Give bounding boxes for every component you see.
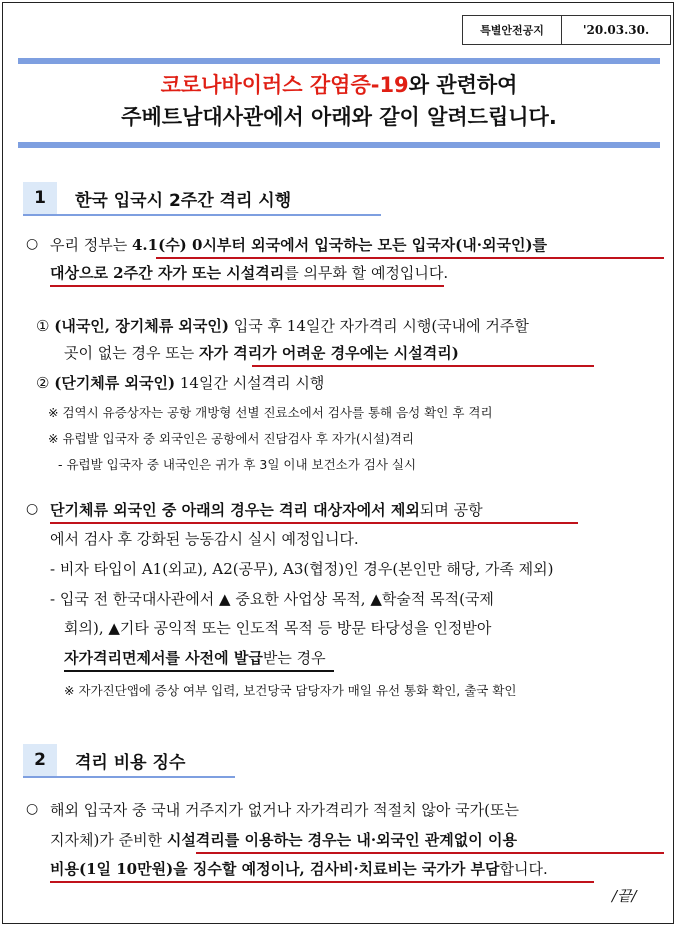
section-1-heading xyxy=(23,182,313,214)
pre-entry-line-2: 회의), ▲기타 공익적 또는 인도적 목적 등 방문 타당성을 인정받아 xyxy=(64,619,492,637)
announcement-header-box xyxy=(462,15,671,45)
item-1-emphasis: (내국인, 장기체류 외국인) xyxy=(54,317,229,335)
para-2-emphasis: 단기체류 외국인 중 아래의 경우는 격리 대상자에서 제외 xyxy=(50,501,420,519)
cost-line-3-rest: 합니다. xyxy=(499,860,548,878)
app-note: ※ 자가진단앱에 증상 여부 입력, 보건당국 담당자가 매일 유선 통화 확인, 출국 확인 xyxy=(64,683,517,698)
item-1-line-1 xyxy=(36,314,529,338)
note-2: ※ 유럽발 입국자 중 외국인은 공항에서 진담검사 후 자가(시설)격리 xyxy=(48,431,414,446)
title-line-1-rest: 와 관련하여 xyxy=(408,73,518,97)
para-1-emphasis: 4.1(수) 0시부터 외국에서 입국하는 모든 입국자(내·외국인)를 xyxy=(132,236,548,254)
red-underline-4 xyxy=(50,522,578,524)
title-red-text: 코로나바이러스 감염증-19 xyxy=(160,73,409,97)
cost-line-2-emphasis: 시설격리를 이용하는 경우는 내·외국인 관계없이 이용 xyxy=(166,831,517,849)
bullet-1: ○ xyxy=(26,236,39,252)
exemption-rest: 받는 경우 xyxy=(262,649,326,667)
exemption-emphasis: 자가격리면제서를 사전에 발급 xyxy=(64,649,263,667)
para-1-line-2 xyxy=(50,261,448,285)
para-2-rest: 되며 공항 xyxy=(419,501,483,519)
section-1-title: 한국 입국시 2주간 격리 시행 xyxy=(75,190,292,211)
item-1-rest: 입국 후 14일간 자가격리 시행(국내에 거주할 xyxy=(229,317,529,335)
announcement-label: 특별안전공지 xyxy=(463,16,562,44)
bullet-3: ○ xyxy=(26,801,39,817)
title-line-1 xyxy=(18,70,660,100)
red-underline-2 xyxy=(50,285,444,287)
item-2-emphasis: (단기체류 외국인) xyxy=(54,374,176,392)
section-1-number: 1 xyxy=(23,182,57,214)
section-2-heading xyxy=(23,744,207,776)
item-2-mark: ② xyxy=(36,374,50,392)
cost-line-2-lead: 지자체)가 준비한 xyxy=(50,831,167,849)
visa-type-line: - 비자 타입이 A1(외교), A2(공무), A3(협정)인 경우(본인만 해당, 가족 제외) xyxy=(50,560,554,578)
red-underline-3 xyxy=(252,365,594,367)
title-line-2: 주베트남대사관에서 아래와 같이 알려드립니다. xyxy=(121,105,557,129)
title-top-rule xyxy=(18,58,660,64)
title-bottom-rule xyxy=(18,142,660,148)
cost-line-1: 해외 입국자 중 국내 거주지가 없거나 자가격리가 적절치 않아 국가(또는 xyxy=(50,801,519,819)
cost-line-3-emphasis: 비용(1일 10만원)을 징수할 예정이나, 검사비·치료비는 국가가 부담 xyxy=(50,860,500,878)
item-1-line-2-emphasis: 자가 격리가 어려운 경우에는 시설격리) xyxy=(199,344,459,362)
cost-line-2 xyxy=(50,828,517,852)
cost-line-3 xyxy=(50,857,548,881)
section-2-title: 격리 비용 징수 xyxy=(75,752,186,773)
item-1-line-2 xyxy=(64,341,459,365)
pre-entry-line-3 xyxy=(64,646,326,670)
note-1: ※ 검역시 유증상자는 공항 개방형 선별 진료소에서 검사를 통해 음성 확인 후 격리 xyxy=(48,405,493,420)
pre-entry-line-1: - 입국 전 한국대사관에서 ▲ 중요한 사업상 목적, ▲학술적 목적(국제 xyxy=(50,590,494,608)
para-1-rest: 를 의무화 할 예정입니다. xyxy=(284,264,449,282)
section-1-underline xyxy=(23,214,381,216)
red-underline-6 xyxy=(50,881,594,883)
end-mark: /끝/ xyxy=(612,887,637,905)
para-1-emphasis-2: 대상으로 2주간 자가 또는 시설격리 xyxy=(50,264,285,282)
item-1-mark: ① xyxy=(36,317,50,335)
para-2-line-2: 에서 검사 후 강화된 능동감시 실시 예정입니다. xyxy=(50,530,359,548)
para-1-lead: 우리 정부는 xyxy=(50,236,132,254)
section-2-number: 2 xyxy=(23,744,57,776)
black-underline xyxy=(64,670,334,672)
note-3: - 유럽발 입국자 중 내국인은 귀가 후 3일 이내 보건소가 검사 실시 xyxy=(58,457,417,472)
item-2-rest: 14일간 시설격리 시행 xyxy=(175,374,325,392)
red-underline-5 xyxy=(196,852,664,854)
item-1-line-2-lead: 곳이 없는 경우 또는 xyxy=(64,344,199,362)
para-2-line-1 xyxy=(50,498,483,522)
item-2-line xyxy=(36,371,324,395)
bullet-2: ○ xyxy=(26,501,39,517)
para-1-line-1 xyxy=(50,233,547,257)
announcement-date: '20.03.30. xyxy=(582,23,650,37)
section-2-underline xyxy=(23,776,235,778)
red-underline-1 xyxy=(156,257,664,259)
